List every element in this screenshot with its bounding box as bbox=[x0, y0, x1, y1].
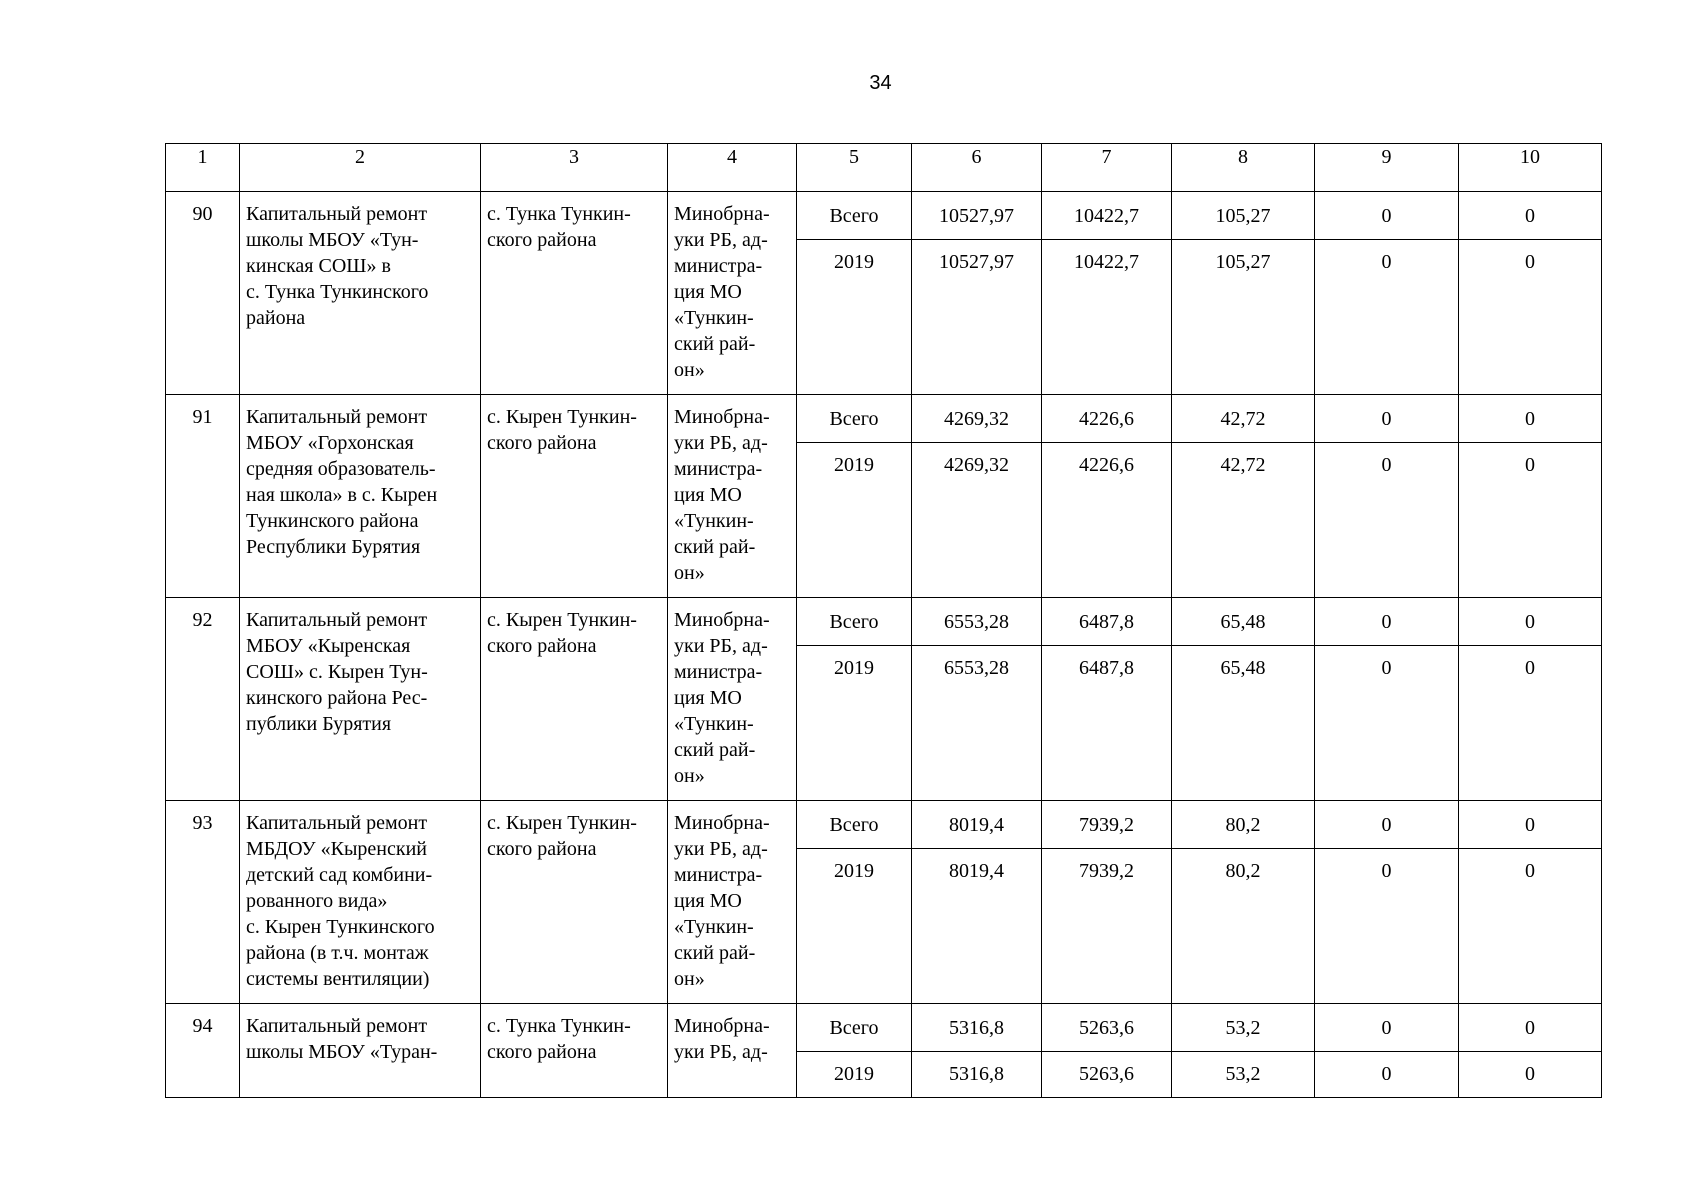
executor-line: министра- bbox=[674, 661, 763, 683]
value-cell-c8: 80,2 bbox=[1172, 801, 1315, 849]
executor-line: Минобрна- bbox=[674, 1015, 770, 1037]
executor-line: Минобрна- bbox=[674, 406, 770, 428]
value-cell-c7: 6487,8 bbox=[1042, 646, 1172, 801]
executor-line: уки РБ, ад- bbox=[674, 229, 768, 251]
value-cell-c8: 65,48 bbox=[1172, 598, 1315, 646]
value-cell-c10: 0 bbox=[1459, 443, 1602, 598]
value-cell-period: 2019 bbox=[797, 646, 912, 801]
value-cell-c7: 6487,8 bbox=[1042, 598, 1172, 646]
executor-line: ский рай- bbox=[674, 333, 756, 355]
value-cell-c10: 0 bbox=[1459, 1052, 1602, 1098]
object-name bbox=[240, 395, 481, 598]
value-cell-c8: 42,72 bbox=[1172, 395, 1315, 443]
object-name bbox=[240, 598, 481, 801]
object-name-line: Капитальный ремонт bbox=[246, 203, 428, 225]
object-name-line: рованного вида» bbox=[246, 890, 388, 912]
value-cell-c8: 42,72 bbox=[1172, 443, 1315, 598]
header-cell: 3 bbox=[481, 144, 668, 192]
location-line: ского района bbox=[487, 1041, 597, 1063]
table-row bbox=[166, 395, 1602, 443]
value-cell-c10: 0 bbox=[1459, 849, 1602, 1004]
executor-line: ция МО bbox=[674, 484, 742, 506]
value-cell-c10: 0 bbox=[1459, 240, 1602, 395]
value-cell-c7: 7939,2 bbox=[1042, 849, 1172, 1004]
object-name-line: кинская СОШ» в bbox=[246, 255, 391, 277]
executor-line: он» bbox=[674, 562, 705, 584]
value-cell-c10: 0 bbox=[1459, 801, 1602, 849]
executor-line: министра- bbox=[674, 458, 763, 480]
value-cell-c8: 80,2 bbox=[1172, 849, 1315, 1004]
header-cell: 5 bbox=[797, 144, 912, 192]
value-cell-c7: 10422,7 bbox=[1042, 192, 1172, 240]
data-table bbox=[165, 143, 1602, 1098]
object-name-line: МБОУ «Горхонская bbox=[246, 432, 414, 454]
executor bbox=[668, 1004, 797, 1098]
executor-line: он» bbox=[674, 359, 705, 381]
object-name-line: МБОУ «Кыренская bbox=[246, 635, 411, 657]
table-row bbox=[166, 192, 1602, 240]
location-line: ского района bbox=[487, 635, 597, 657]
row-number: 92 bbox=[166, 598, 240, 801]
value-cell-c8: 53,2 bbox=[1172, 1052, 1315, 1098]
location bbox=[481, 1004, 668, 1098]
value-cell-c6: 6553,28 bbox=[912, 598, 1042, 646]
value-cell-period: 2019 bbox=[797, 443, 912, 598]
value-cell-c7: 4226,6 bbox=[1042, 395, 1172, 443]
value-cell-c8: 105,27 bbox=[1172, 192, 1315, 240]
value-cell-c9: 0 bbox=[1315, 801, 1459, 849]
location-line: с. Кырен Тункин- bbox=[487, 609, 637, 631]
value-cell-period: 2019 bbox=[797, 849, 912, 1004]
header-cell: 7 bbox=[1042, 144, 1172, 192]
value-cell-c9: 0 bbox=[1315, 192, 1459, 240]
value-cell-c9: 0 bbox=[1315, 849, 1459, 1004]
executor-line: уки РБ, ад- bbox=[674, 1041, 768, 1063]
value-cell-c7: 7939,2 bbox=[1042, 801, 1172, 849]
header-cell: 4 bbox=[668, 144, 797, 192]
object-name-line: детский сад комбини- bbox=[246, 864, 433, 886]
value-cell-c7: 5263,6 bbox=[1042, 1004, 1172, 1052]
value-cell-period: Всего bbox=[797, 192, 912, 240]
value-cell-period: Всего bbox=[797, 1004, 912, 1052]
object-name-line: Тункинского района bbox=[246, 510, 419, 532]
object-name-line: средняя образователь- bbox=[246, 458, 436, 480]
executor-line: он» bbox=[674, 968, 705, 990]
object-name-line: СОШ» с. Кырен Тун- bbox=[246, 661, 428, 683]
location-line: ского района bbox=[487, 229, 597, 251]
header-cell: 8 bbox=[1172, 144, 1315, 192]
row-number: 91 bbox=[166, 395, 240, 598]
location bbox=[481, 801, 668, 1004]
executor-line: министра- bbox=[674, 864, 763, 886]
executor-line: «Тункин- bbox=[674, 713, 754, 735]
header-cell: 2 bbox=[240, 144, 481, 192]
table-row bbox=[166, 801, 1602, 849]
header-row bbox=[166, 144, 1602, 192]
header-cell: 9 bbox=[1315, 144, 1459, 192]
value-cell-period: Всего bbox=[797, 598, 912, 646]
location-line: с. Кырен Тункин- bbox=[487, 812, 637, 834]
row-number: 90 bbox=[166, 192, 240, 395]
executor-line: Минобрна- bbox=[674, 203, 770, 225]
value-cell-c6: 5316,8 bbox=[912, 1052, 1042, 1098]
value-cell-c10: 0 bbox=[1459, 598, 1602, 646]
object-name bbox=[240, 192, 481, 395]
value-cell-c10: 0 bbox=[1459, 646, 1602, 801]
executor-line: министра- bbox=[674, 255, 763, 277]
value-cell-c10: 0 bbox=[1459, 1004, 1602, 1052]
object-name-line: Республики Бурятия bbox=[246, 536, 421, 558]
value-cell-c9: 0 bbox=[1315, 240, 1459, 395]
location-line: с. Тунка Тункин- bbox=[487, 1015, 631, 1037]
value-cell-period: 2019 bbox=[797, 240, 912, 395]
value-cell-c8: 53,2 bbox=[1172, 1004, 1315, 1052]
value-cell-c9: 0 bbox=[1315, 443, 1459, 598]
object-name-line: с. Тунка Тункинского bbox=[246, 281, 429, 303]
header-cell: 6 bbox=[912, 144, 1042, 192]
executor bbox=[668, 395, 797, 598]
value-cell-c7: 5263,6 bbox=[1042, 1052, 1172, 1098]
location-line: с. Кырен Тункин- bbox=[487, 406, 637, 428]
object-name-line: публики Бурятия bbox=[246, 713, 392, 735]
location bbox=[481, 192, 668, 395]
object-name-line: Капитальный ремонт bbox=[246, 406, 428, 428]
value-cell-c8: 105,27 bbox=[1172, 240, 1315, 395]
location bbox=[481, 598, 668, 801]
object-name-line: школы МБОУ «Тун- bbox=[246, 229, 419, 251]
object-name-line: с. Кырен Тункинского bbox=[246, 916, 435, 938]
object-name-line: МБДОУ «Кыренский bbox=[246, 838, 427, 860]
value-cell-c9: 0 bbox=[1315, 1052, 1459, 1098]
location-line: ского района bbox=[487, 838, 597, 860]
object-name bbox=[240, 1004, 481, 1098]
value-cell-c6: 5316,8 bbox=[912, 1004, 1042, 1052]
executor-line: «Тункин- bbox=[674, 510, 754, 532]
executor-line: «Тункин- bbox=[674, 916, 754, 938]
value-cell-c9: 0 bbox=[1315, 646, 1459, 801]
executor bbox=[668, 598, 797, 801]
executor bbox=[668, 192, 797, 395]
object-name-line: Капитальный ремонт bbox=[246, 609, 428, 631]
value-cell-c9: 0 bbox=[1315, 395, 1459, 443]
page-number: 34 bbox=[869, 72, 892, 94]
object-name-line: школы МБОУ «Туран- bbox=[246, 1041, 438, 1063]
executor-line: «Тункин- bbox=[674, 307, 754, 329]
executor-line: уки РБ, ад- bbox=[674, 838, 768, 860]
value-cell-c10: 0 bbox=[1459, 395, 1602, 443]
value-cell-c6: 10527,97 bbox=[912, 192, 1042, 240]
value-cell-c6: 10527,97 bbox=[912, 240, 1042, 395]
value-cell-c6: 4269,32 bbox=[912, 443, 1042, 598]
executor-line: уки РБ, ад- bbox=[674, 432, 768, 454]
location-line: ского района bbox=[487, 432, 597, 454]
value-cell-c6: 6553,28 bbox=[912, 646, 1042, 801]
value-cell-period: Всего bbox=[797, 801, 912, 849]
row-number: 93 bbox=[166, 801, 240, 1004]
executor-line: ция МО bbox=[674, 890, 742, 912]
executor-line: он» bbox=[674, 765, 705, 787]
value-cell-period: Всего bbox=[797, 395, 912, 443]
object-name-line: системы вентиляции) bbox=[246, 968, 430, 990]
location-line: с. Тунка Тункин- bbox=[487, 203, 631, 225]
value-cell-c7: 4226,6 bbox=[1042, 443, 1172, 598]
executor-line: ция МО bbox=[674, 687, 742, 709]
executor-line: ский рай- bbox=[674, 739, 756, 761]
object-name-line: района (в т.ч. монтаж bbox=[246, 942, 429, 964]
value-cell-c6: 8019,4 bbox=[912, 849, 1042, 1004]
object-name-line: ная школа» в с. Кырен bbox=[246, 484, 438, 506]
header-cell: 1 bbox=[166, 144, 240, 192]
executor-line: уки РБ, ад- bbox=[674, 635, 768, 657]
value-cell-c7: 10422,7 bbox=[1042, 240, 1172, 395]
header-cell: 10 bbox=[1459, 144, 1602, 192]
row-number: 94 bbox=[166, 1004, 240, 1098]
value-cell-c9: 0 bbox=[1315, 598, 1459, 646]
executor-line: Минобрна- bbox=[674, 609, 770, 631]
value-cell-c9: 0 bbox=[1315, 1004, 1459, 1052]
executor-line: ский рай- bbox=[674, 536, 756, 558]
object-name bbox=[240, 801, 481, 1004]
table-row bbox=[166, 598, 1602, 646]
executor-line: ский рай- bbox=[674, 942, 756, 964]
table-row bbox=[166, 1004, 1602, 1052]
executor bbox=[668, 801, 797, 1004]
location bbox=[481, 395, 668, 598]
value-cell-c8: 65,48 bbox=[1172, 646, 1315, 801]
object-name-line: Капитальный ремонт bbox=[246, 1015, 428, 1037]
value-cell-c6: 4269,32 bbox=[912, 395, 1042, 443]
object-name-line: кинского района Рес- bbox=[246, 687, 428, 709]
object-name-line: Капитальный ремонт bbox=[246, 812, 428, 834]
value-cell-period: 2019 bbox=[797, 1052, 912, 1098]
value-cell-c6: 8019,4 bbox=[912, 801, 1042, 849]
value-cell-c10: 0 bbox=[1459, 192, 1602, 240]
executor-line: ция МО bbox=[674, 281, 742, 303]
object-name-line: района bbox=[246, 307, 306, 329]
executor-line: Минобрна- bbox=[674, 812, 770, 834]
